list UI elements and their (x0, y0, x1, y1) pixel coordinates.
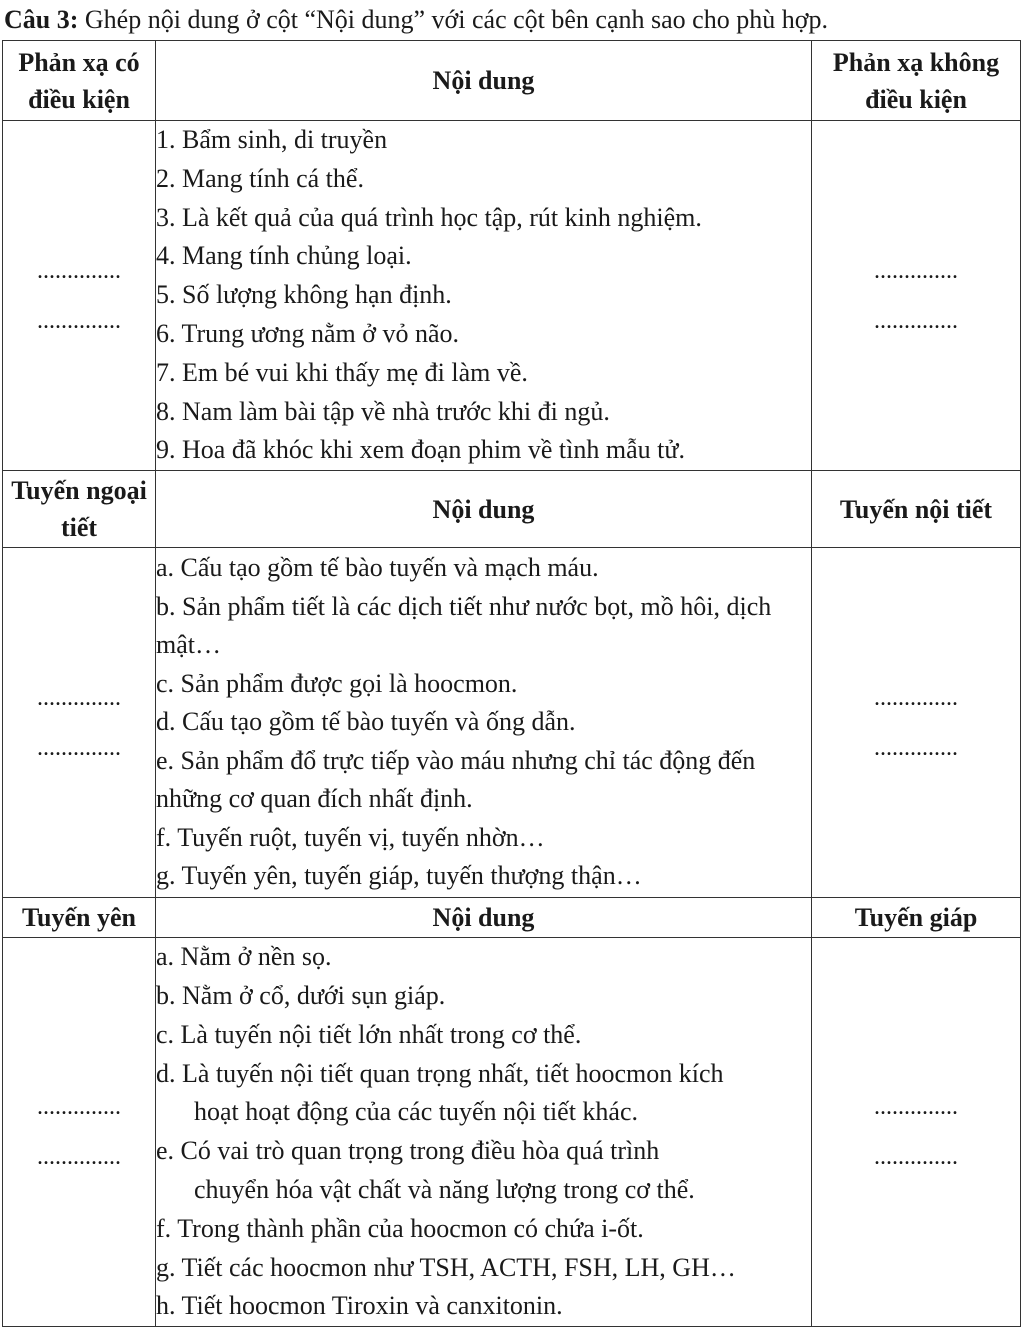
question-line (4, 0, 828, 40)
answer-blank[interactable]: .............. (874, 257, 958, 284)
section-2-right-blanks (812, 548, 1021, 898)
list-item: a. Cấu tạo gồm tế bào tuyến và mạch máu. (156, 553, 599, 583)
section-1-header-row (3, 41, 1021, 121)
list-item: 7. Em bé vui khi thấy mẹ đi làm về. (156, 357, 528, 387)
list-item: b. Sản phẩm tiết là các dịch tiết như nước bọt, mồ hôi, dịch mật… (156, 591, 772, 660)
list-item: 6. Trung ương nằm ở vỏ não. (156, 318, 460, 348)
list-item: e. Sản phẩm đổ trực tiếp vào máu nhưng chỉ tác động đến những cơ quan đích nhất định. (156, 745, 756, 814)
list-item-continuation: chuyển hóa vật chất và năng lượng trong cơ thể. (194, 1174, 695, 1204)
section-3-header-row (3, 898, 1021, 938)
question-label: Câu 3: (4, 5, 79, 34)
section-1-left-blanks (3, 121, 156, 471)
section-2-middle-header: Nội dung (156, 471, 812, 548)
section-1-items (156, 121, 812, 471)
section-1-right-blanks (812, 121, 1021, 471)
answer-blank[interactable]: .............. (874, 684, 958, 711)
section-3-middle-header: Nội dung (156, 898, 812, 938)
section-1-body-row (3, 121, 1021, 471)
section-1-middle-header: Nội dung (156, 41, 812, 121)
list-item: c. Sản phẩm được gọi là hoocmon. (156, 668, 518, 698)
section-2-header-row (3, 471, 1021, 548)
answer-blank[interactable]: .............. (37, 1094, 121, 1121)
answer-blank[interactable]: .............. (874, 307, 958, 334)
list-item: 8. Nam làm bài tập về nhà trước khi đi ngủ. (156, 396, 610, 426)
answer-blank[interactable]: .............. (874, 1094, 958, 1121)
section-3-body-row (3, 938, 1021, 1327)
list-item: 2. Mang tính cá thể. (156, 163, 364, 193)
matching-table (2, 40, 1021, 1327)
section-2-left-header: Tuyến ngoại tiết (3, 471, 156, 548)
list-item: g. Tiết các hoocmon như TSH, ACTH, FSH, LH, GH… (156, 1252, 736, 1282)
list-item: d. Cấu tạo gồm tế bào tuyến và ống dẫn. (156, 707, 576, 737)
answer-blank[interactable]: .............. (874, 734, 958, 761)
list-item-continuation: hoạt hoạt động của các tuyến nội tiết khác. (194, 1097, 639, 1127)
list-item: f. Tuyến ruột, tuyến vị, tuyến nhờn… (156, 822, 545, 852)
answer-blank[interactable]: .............. (37, 684, 121, 711)
list-item: f. Trong thành phần của hoocmon có chứa i-ốt. (156, 1213, 644, 1243)
list-item: h. Tiết hoocmon Tiroxin và canxitonin. (156, 1291, 563, 1321)
list-item: 5. Số lượng không hạn định. (156, 280, 452, 310)
list-item: 3. Là kết quả của quá trình học tập, rút kinh nghiệm. (156, 202, 702, 232)
list-item: 4. Mang tính chủng loại. (156, 241, 412, 271)
section-3-left-header: Tuyến yên (3, 898, 156, 938)
answer-blank[interactable]: .............. (874, 1144, 958, 1171)
section-2-right-header: Tuyến nội tiết (812, 471, 1021, 548)
section-2-left-blanks (3, 548, 156, 898)
section-3-left-blanks (3, 938, 156, 1327)
section-2-body-row (3, 548, 1021, 898)
section-1-left-header: Phản xạ có điều kiện (3, 41, 156, 121)
list-item: 9. Hoa đã khóc khi xem đoạn phim về tình mẫu tử. (156, 435, 685, 465)
section-2-items (156, 548, 812, 898)
list-item: b. Nằm ở cổ, dưới sụn giáp. (156, 980, 446, 1010)
list-item: c. Là tuyến nội tiết lớn nhất trong cơ thể. (156, 1019, 582, 1049)
section-3-right-header: Tuyến giáp (812, 898, 1021, 938)
section-3-right-blanks (812, 938, 1021, 1327)
section-3-items (156, 938, 812, 1327)
answer-blank[interactable]: .............. (37, 734, 121, 761)
list-item: d. Là tuyến nội tiết quan trọng nhất, tiết hoocmon kích (156, 1058, 724, 1088)
question-text: Ghép nội dung ở cột “Nội dung” với các cột bên cạnh sao cho phù hợp. (78, 5, 828, 34)
list-item: g. Tuyến yên, tuyến giáp, tuyến thượng thận… (156, 861, 642, 891)
list-item: 1. Bẩm sinh, di truyền (156, 125, 388, 154)
answer-blank[interactable]: .............. (37, 307, 121, 334)
list-item: a. Nằm ở nền sọ. (156, 942, 332, 972)
answer-blank[interactable]: .............. (37, 1144, 121, 1171)
section-1-right-header: Phản xạ không điều kiện (812, 41, 1021, 121)
list-item: e. Có vai trò quan trọng trong điều hòa quá trình (156, 1136, 660, 1166)
answer-blank[interactable]: .............. (37, 257, 121, 284)
